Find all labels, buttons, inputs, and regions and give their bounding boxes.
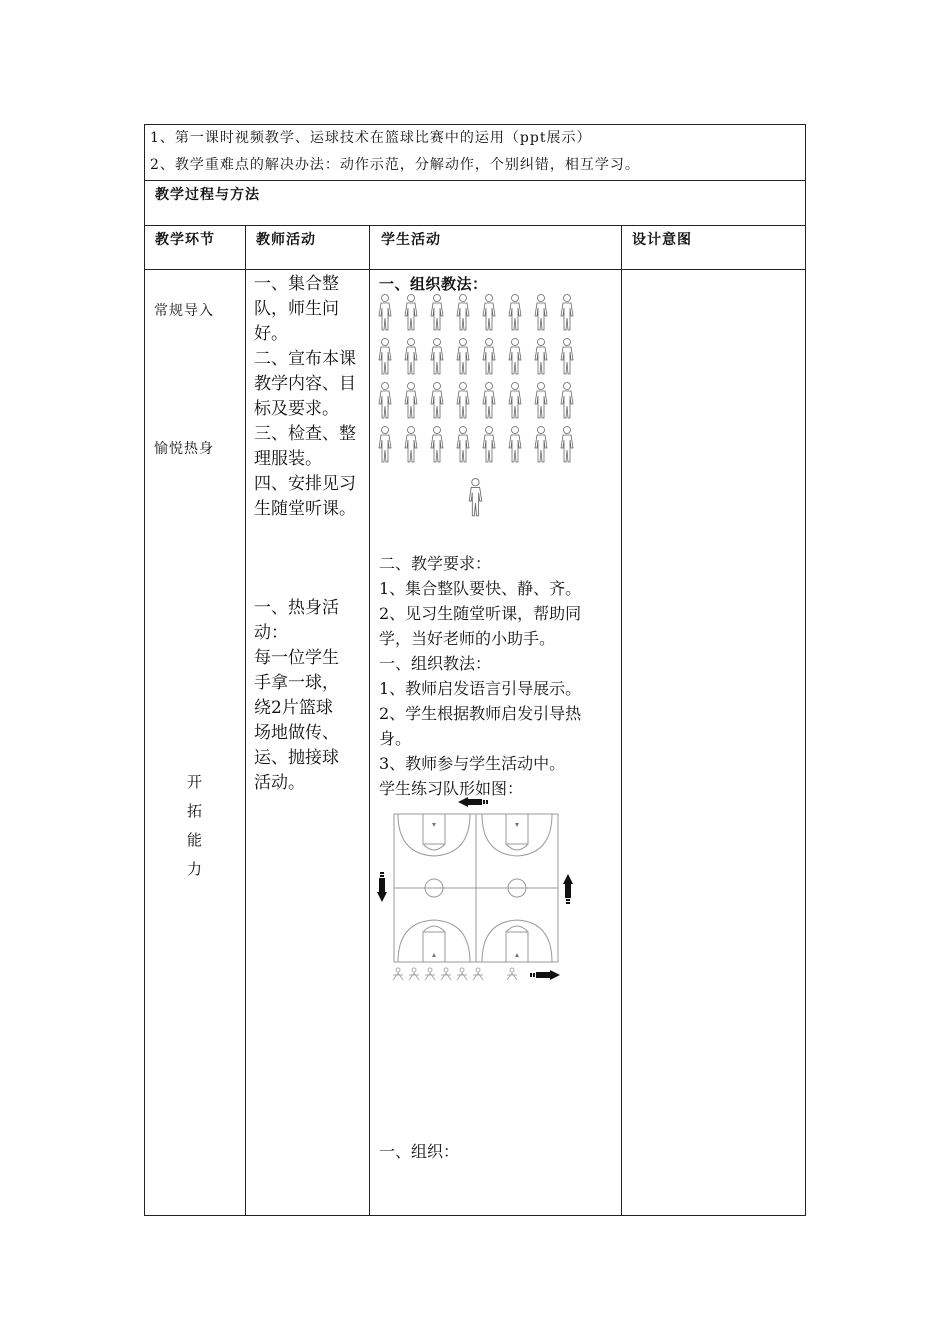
teacher-line: 好。 bbox=[254, 324, 288, 344]
arrow-left-icon bbox=[458, 797, 488, 807]
column-divider bbox=[245, 225, 246, 1216]
student-figure-icon bbox=[535, 427, 547, 463]
student-line: 3、教师参与学生活动中。 bbox=[379, 754, 566, 773]
student-figure-icon bbox=[535, 339, 547, 375]
student-formation-diagram bbox=[376, 294, 586, 524]
student-line: 二、教学要求： bbox=[379, 554, 492, 573]
teacher-line: 一、热身活 bbox=[254, 598, 339, 618]
student-figure-icon bbox=[469, 479, 482, 516]
intro-line-1: 1、第一课时视频教学、运球技术在篮球比赛中的运用（ppt展示） bbox=[150, 130, 592, 146]
key-lane bbox=[506, 814, 528, 844]
teacher-line: 场地做传、 bbox=[254, 723, 339, 743]
student-figure-icon bbox=[483, 295, 495, 331]
row-divider bbox=[144, 180, 806, 181]
student-figure-icon bbox=[431, 383, 443, 419]
student-figure-icon bbox=[561, 295, 573, 331]
stage-warmup: 愉悦热身 bbox=[154, 441, 214, 457]
student-figure-icon bbox=[405, 383, 417, 419]
player-mark-icon bbox=[507, 968, 517, 980]
student-figure-icon bbox=[379, 295, 391, 331]
row-divider bbox=[144, 269, 806, 270]
teacher-line: 理服装。 bbox=[254, 449, 322, 469]
player-mark-icon bbox=[473, 968, 483, 980]
student-figure-icon bbox=[457, 427, 469, 463]
student-figure-icon bbox=[405, 427, 417, 463]
basket-marker bbox=[515, 953, 519, 957]
student-figure-icon bbox=[509, 383, 521, 419]
basket-marker bbox=[432, 823, 436, 827]
student-figure-icon bbox=[405, 339, 417, 375]
student-line: 2、学生根据教师启发引导热 bbox=[379, 704, 582, 723]
header-student: 学生活动 bbox=[381, 232, 441, 248]
student-line: 学，当好老师的小助手。 bbox=[379, 629, 556, 648]
teacher-line: 一、集合整 bbox=[254, 274, 339, 294]
teacher-line: 二、宣布本课 bbox=[254, 349, 356, 369]
student-figure-icon bbox=[483, 339, 495, 375]
free-throw-arc bbox=[506, 926, 528, 932]
teacher-line: 四、安排见习 bbox=[254, 474, 356, 494]
student-figure-icon bbox=[431, 427, 443, 463]
column-divider bbox=[621, 225, 622, 1216]
student-figure-icon bbox=[379, 339, 391, 375]
student-tail: 一、组织： bbox=[379, 1142, 460, 1161]
student-figure-icon bbox=[509, 427, 521, 463]
stage-routine-intro: 常规导入 bbox=[154, 303, 214, 319]
teacher-line: 手拿一球， bbox=[254, 673, 339, 693]
student-figure-icon bbox=[535, 383, 547, 419]
section-title: 教学过程与方法 bbox=[155, 187, 260, 203]
player-mark-icon bbox=[393, 968, 403, 980]
student-figure-icon bbox=[561, 339, 573, 375]
student-figure-icon bbox=[379, 383, 391, 419]
student-figure-icon bbox=[509, 339, 521, 375]
column-divider bbox=[369, 225, 370, 1216]
key-lane bbox=[423, 814, 445, 844]
stage-ability-char: 力 bbox=[187, 860, 203, 878]
student-figure-icon bbox=[379, 427, 391, 463]
player-mark-icon bbox=[457, 968, 467, 980]
arrow-up-icon bbox=[563, 874, 573, 904]
student-figure-icon bbox=[509, 295, 521, 331]
student-line: 身。 bbox=[379, 729, 412, 748]
teacher-line: 队，师生问 bbox=[254, 299, 339, 319]
teacher-line: 三、检查、整 bbox=[254, 424, 356, 444]
free-throw-arc bbox=[423, 926, 445, 932]
student-line: 1、集合整队要快、静、齐。 bbox=[379, 579, 582, 598]
free-throw-arc bbox=[506, 844, 528, 850]
student-heading: 一、组织教法： bbox=[379, 275, 488, 293]
basket-marker bbox=[432, 953, 436, 957]
court-formation-diagram bbox=[376, 796, 576, 986]
student-figure-icon bbox=[457, 383, 469, 419]
student-line: 学生练习队形如图： bbox=[379, 779, 524, 798]
student-figure-icon bbox=[405, 295, 417, 331]
student-line: 2、见习生随堂听课，帮助同 bbox=[379, 604, 582, 623]
teacher-line: 绕2片篮球 bbox=[254, 698, 333, 718]
player-mark-icon bbox=[441, 968, 451, 980]
teacher-line: 动： bbox=[254, 623, 288, 643]
header-stage: 教学环节 bbox=[155, 232, 215, 248]
student-figure-icon bbox=[561, 383, 573, 419]
player-mark-icon bbox=[425, 968, 435, 980]
student-figure-icon bbox=[457, 295, 469, 331]
player-mark-icon bbox=[409, 968, 419, 980]
student-figure-icon bbox=[431, 295, 443, 331]
basket-marker bbox=[515, 823, 519, 827]
teacher-line: 活动。 bbox=[254, 773, 305, 793]
arrow-right-icon bbox=[530, 970, 560, 980]
student-figure-icon bbox=[431, 339, 443, 375]
stage-ability-char: 开 bbox=[187, 773, 203, 791]
key-lane bbox=[423, 932, 445, 962]
teacher-line: 每一位学生 bbox=[254, 648, 339, 668]
row-divider bbox=[144, 225, 806, 226]
student-line: 一、组织教法： bbox=[379, 654, 492, 673]
student-figure-icon bbox=[535, 295, 547, 331]
teacher-line: 运、抛接球 bbox=[254, 748, 339, 768]
student-figure-icon bbox=[457, 339, 469, 375]
student-figure-icon bbox=[561, 427, 573, 463]
header-intent: 设计意图 bbox=[632, 232, 692, 248]
stage-ability-char: 拓 bbox=[187, 802, 203, 820]
teacher-line: 标及要求。 bbox=[254, 399, 339, 419]
teacher-line: 教学内容、目 bbox=[254, 374, 356, 394]
key-lane bbox=[506, 932, 528, 962]
free-throw-arc bbox=[423, 844, 445, 850]
arrow-down-icon bbox=[377, 872, 387, 902]
header-teacher: 教师活动 bbox=[256, 232, 316, 248]
stage-ability-char: 能 bbox=[187, 831, 203, 849]
student-line: 1、教师启发语言引导展示。 bbox=[379, 679, 582, 698]
student-figure-icon bbox=[483, 383, 495, 419]
student-figure-icon bbox=[483, 427, 495, 463]
teacher-line: 生随堂听课。 bbox=[254, 499, 356, 519]
intro-line-2: 2、教学重难点的解决办法：动作示范，分解动作，个别纠错，相互学习。 bbox=[150, 157, 640, 173]
